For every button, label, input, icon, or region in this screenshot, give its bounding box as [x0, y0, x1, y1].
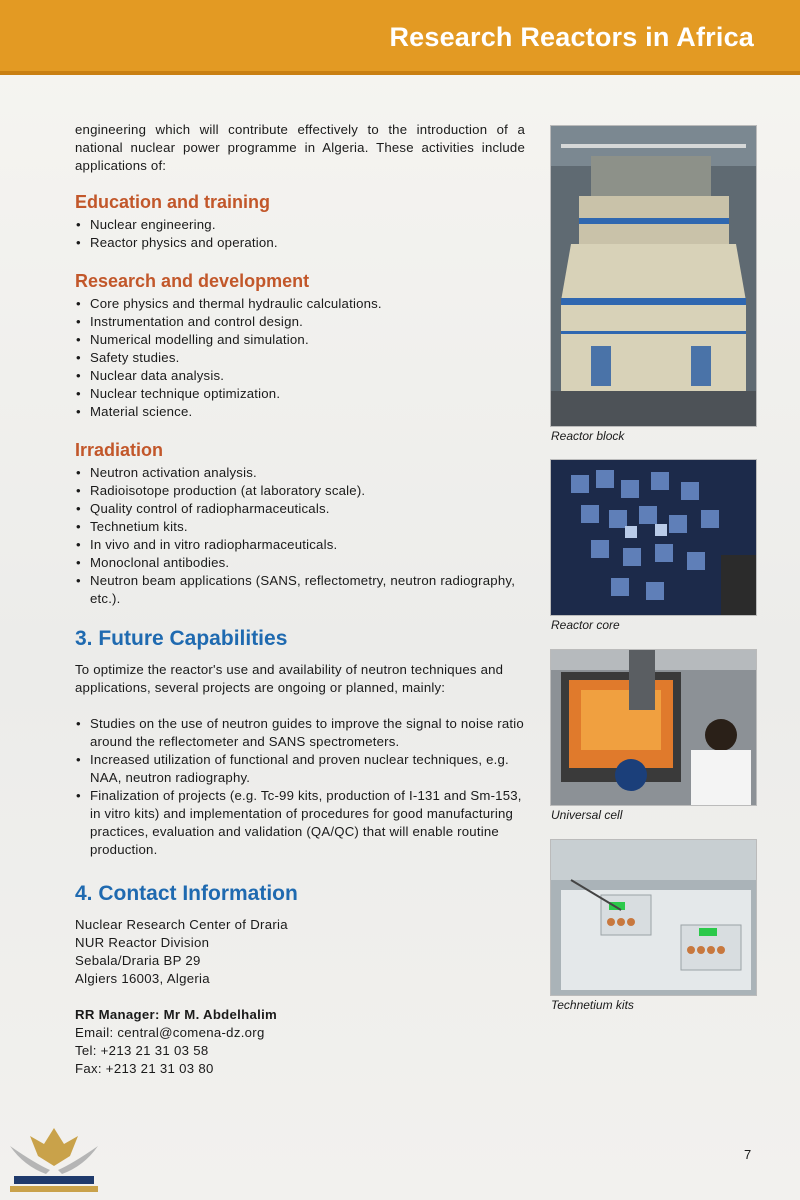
list-item: • Finalization of projects (e.g. Tc-99 kits, production of I-131 and Sm-153, in vitro kits) and implementation of procedures for good manufacturing practices, evaluation and validation (QA/QC) that will enable routine production. [75, 787, 525, 859]
list-item: • Quality control of radiopharmaceuticals. [75, 500, 525, 518]
contact-manager-block [75, 1006, 525, 1078]
address-line: Sebala/Draria BP 29 [75, 953, 201, 968]
address-line: Nuclear Research Center of Draria [75, 917, 288, 932]
list-item: • Neutron beam applications (SANS, reflectometry, neutron radiography, etc.). [75, 572, 525, 608]
education-list [75, 216, 525, 252]
list-item: • Technetium kits. [75, 518, 525, 536]
address-line: Algiers 16003, Algeria [75, 971, 210, 986]
research-heading: Research and development [75, 271, 310, 291]
list-item: • Safety studies. [75, 349, 525, 367]
list-item: • Numerical modelling and simulation. [75, 331, 525, 349]
list-item: • Nuclear engineering. [75, 216, 525, 234]
main-column [75, 121, 525, 1078]
list-item: • Reactor physics and operation. [75, 234, 525, 252]
contact-address [75, 916, 525, 988]
future-capabilities-heading: 3. Future Capabilities [75, 627, 288, 650]
reactor-block-photo [550, 125, 757, 427]
list-item: • Studies on the use of neutron guides to improve the signal to noise ratio around the reflectometer and SANS spectrometers. [75, 715, 525, 751]
list-item: • In vivo and in vitro radiopharmaceuticals. [75, 536, 525, 554]
list-item: • Neutron activation analysis. [75, 464, 525, 482]
page-number: 7 [744, 1147, 752, 1162]
intro-paragraph: engineering which will contribute effectively to the introduction of a national nuclear power programme in Algeria. These activities include applications of: [75, 122, 525, 173]
email-line[interactable]: Email: central@comena-dz.org [75, 1025, 265, 1040]
future-list [75, 715, 525, 859]
list-item: • Nuclear data analysis. [75, 367, 525, 385]
photo-caption: Technetium kits [551, 998, 634, 1012]
arab-defense-forum-logo [6, 1126, 102, 1196]
header-band [0, 71, 800, 75]
irradiation-list [75, 464, 525, 608]
tel-line: Tel: +213 21 31 03 58 [75, 1043, 209, 1058]
universal-cell-photo [550, 649, 757, 806]
list-item: • Nuclear technique optimization. [75, 385, 525, 403]
photo-caption: Reactor core [551, 618, 620, 632]
photo-caption: Reactor block [551, 429, 625, 443]
irradiation-heading: Irradiation [75, 440, 164, 460]
future-intro: To optimize the reactor's use and availability of neutron techniques and applications, several projects are ongoing or planned, mainly: [75, 662, 504, 695]
list-item: • Instrumentation and control design. [75, 313, 525, 331]
list-item: • Material science. [75, 403, 525, 421]
fax-line: Fax: +213 21 31 03 80 [75, 1061, 214, 1076]
address-line: NUR Reactor Division [75, 935, 210, 950]
list-item: • Increased utilization of functional and proven nuclear techniques, e.g. NAA, neutron radiography. [75, 751, 525, 787]
list-item: • Monoclonal antibodies. [75, 554, 525, 572]
list-item: • Core physics and thermal hydraulic calculations. [75, 295, 525, 313]
list-item: • Radioisotope production (at laboratory scale). [75, 482, 525, 500]
education-heading: Education and training [75, 192, 271, 212]
photo-caption: Universal cell [551, 808, 623, 822]
technetium-kits-photo [550, 839, 757, 996]
research-list [75, 295, 525, 421]
reactor-core-photo [550, 459, 757, 616]
manager-name: RR Manager: Mr M. Abdelhalim [75, 1007, 278, 1022]
page-title: Research Reactors in Africa [389, 22, 754, 52]
contact-heading: 4. Contact Information [75, 882, 298, 905]
page-header [0, 0, 800, 75]
